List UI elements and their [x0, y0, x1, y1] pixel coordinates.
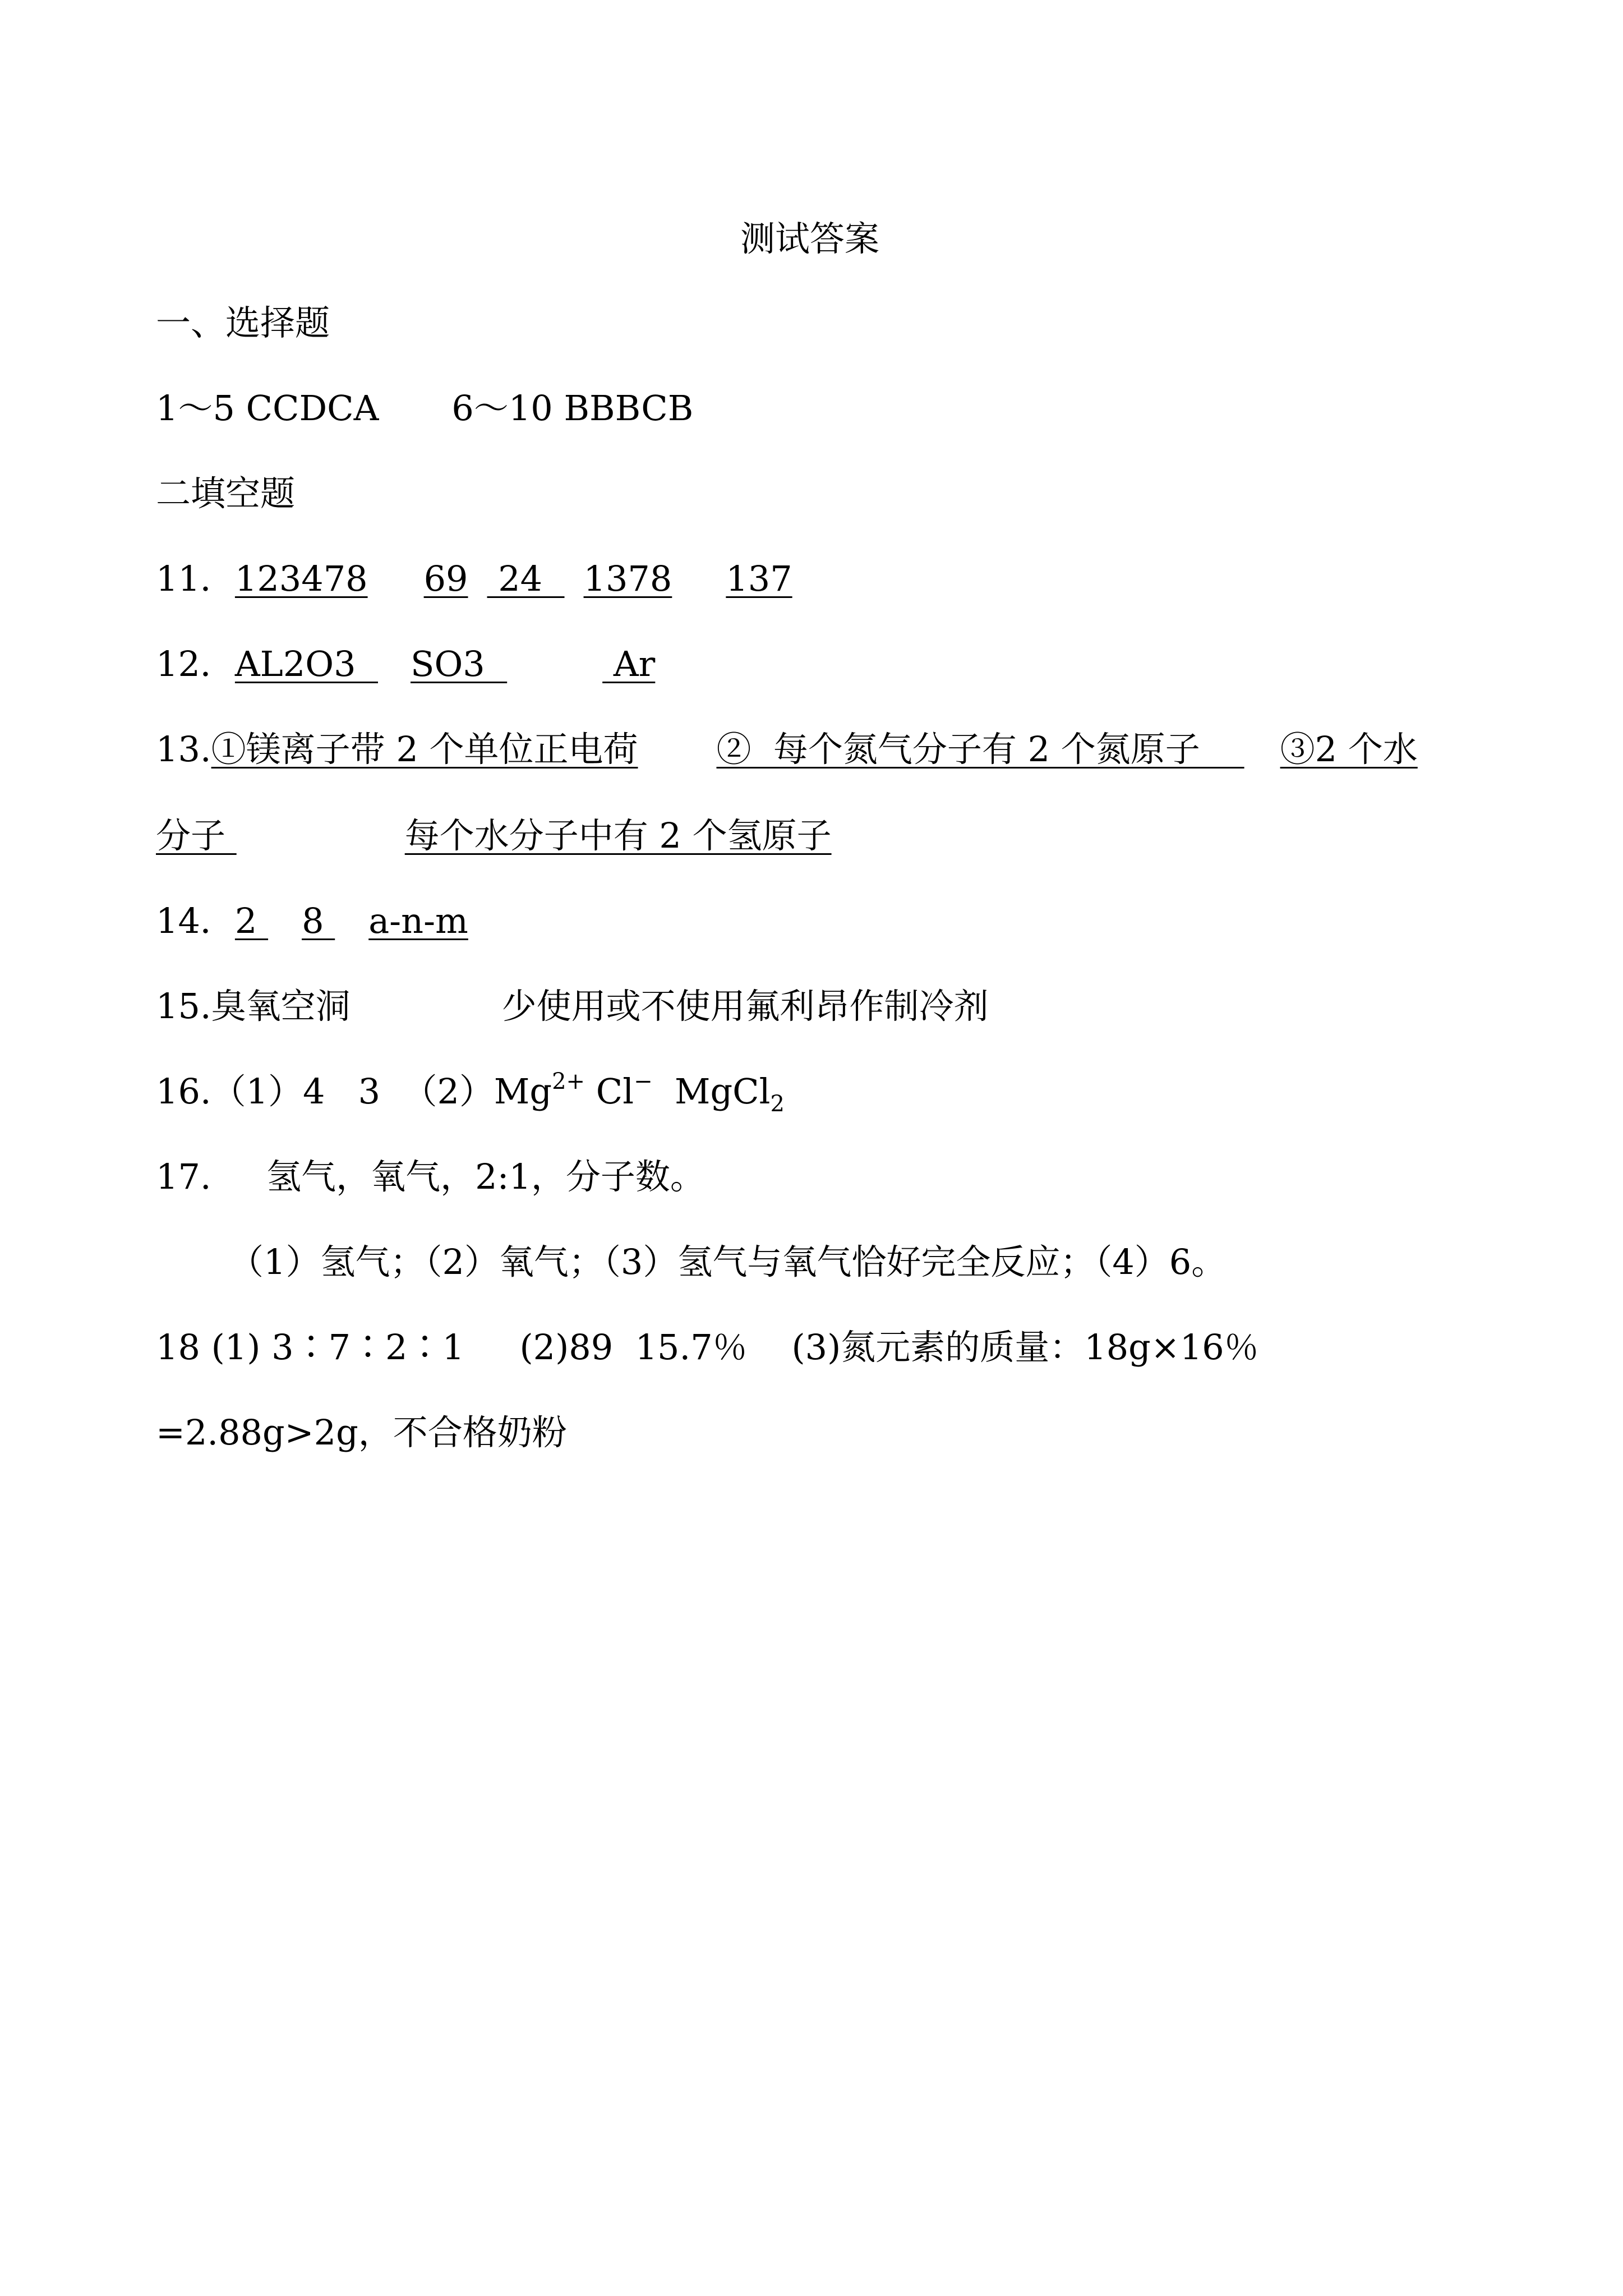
q12-answer-2: SO3	[411, 643, 508, 684]
q16-cl-charge: −	[634, 1069, 653, 1094]
q13-answer-3-cont: 分子	[156, 815, 237, 856]
q15-number: 15.	[156, 986, 211, 1027]
q11-answer-3: 24	[487, 558, 565, 599]
answers-1-5: 1～5 CCDCA	[156, 388, 379, 429]
q14-answer-2: 8	[302, 900, 335, 941]
q16-subscript: 2	[770, 1091, 785, 1117]
q11-answer-4: 1378	[583, 558, 672, 599]
q13-line-1	[156, 728, 1418, 771]
q18-line-2: =2.88g>2g，不合格奶粉	[156, 1412, 567, 1453]
q14-answer-3: a-n-m	[368, 900, 468, 941]
q16-cl: Cl	[585, 1071, 634, 1112]
q13-answer-2: ② 每个氮气分子有 2 个氮原子	[716, 729, 1244, 770]
page-title: 测试答案	[740, 218, 880, 259]
q13-line-2	[156, 815, 832, 857]
q16-mg-charge: 2+	[552, 1069, 585, 1094]
q15-line	[156, 985, 989, 1028]
q18-line-1: 18 (1) 3∶7∶2∶1 (2)89 15.7％ (3)氮元素的质量：18g×16％	[156, 1327, 1259, 1368]
q15-answer-1: 臭氧空洞	[211, 986, 351, 1027]
q11-line	[156, 558, 792, 600]
q17-line-1: 17. 氢气，氧气，2:1，分子数。	[156, 1156, 705, 1197]
section2-heading: 二填空题	[156, 473, 296, 514]
q12-number: 12．	[156, 643, 235, 684]
q16-line	[156, 1069, 785, 1117]
section1-heading: 一、选择题	[156, 302, 330, 343]
q14-answer-1: 2	[234, 900, 269, 941]
q13-number: 13.	[156, 729, 211, 770]
q14-line	[156, 900, 468, 942]
q11-answer-1: 123478	[234, 558, 368, 599]
q11-answer-2: 69	[423, 558, 468, 599]
q14-number: 14．	[156, 900, 235, 941]
q11-answer-5: 137	[726, 558, 792, 599]
q16-formula: MgCl	[652, 1071, 771, 1112]
q13-answer-4: 每个水分子中有 2 个氢原子	[404, 815, 832, 856]
q17-line-2: （1）氢气；（2）氧气；（3）氢气与氧气恰好完全反应；（4）6。	[229, 1241, 1227, 1282]
q12-answer-3: Ar	[602, 643, 656, 684]
q13-answer-3: ③2 个水	[1280, 729, 1418, 770]
q16-prefix: 16.（1）4 3 （2）Mg	[156, 1071, 552, 1112]
q1-10-answers	[156, 387, 693, 430]
answers-6-10: 6～10 BBBCB	[451, 388, 694, 429]
q15-answer-2: 少使用或不使用氟利昂作制冷剂	[501, 986, 989, 1027]
q12-line	[156, 643, 655, 685]
q11-number: 11．	[156, 558, 235, 599]
q12-answer-1: AL2O3	[234, 643, 378, 684]
q13-answer-1: ①镁离子带 2 个单位正电荷	[211, 729, 638, 770]
